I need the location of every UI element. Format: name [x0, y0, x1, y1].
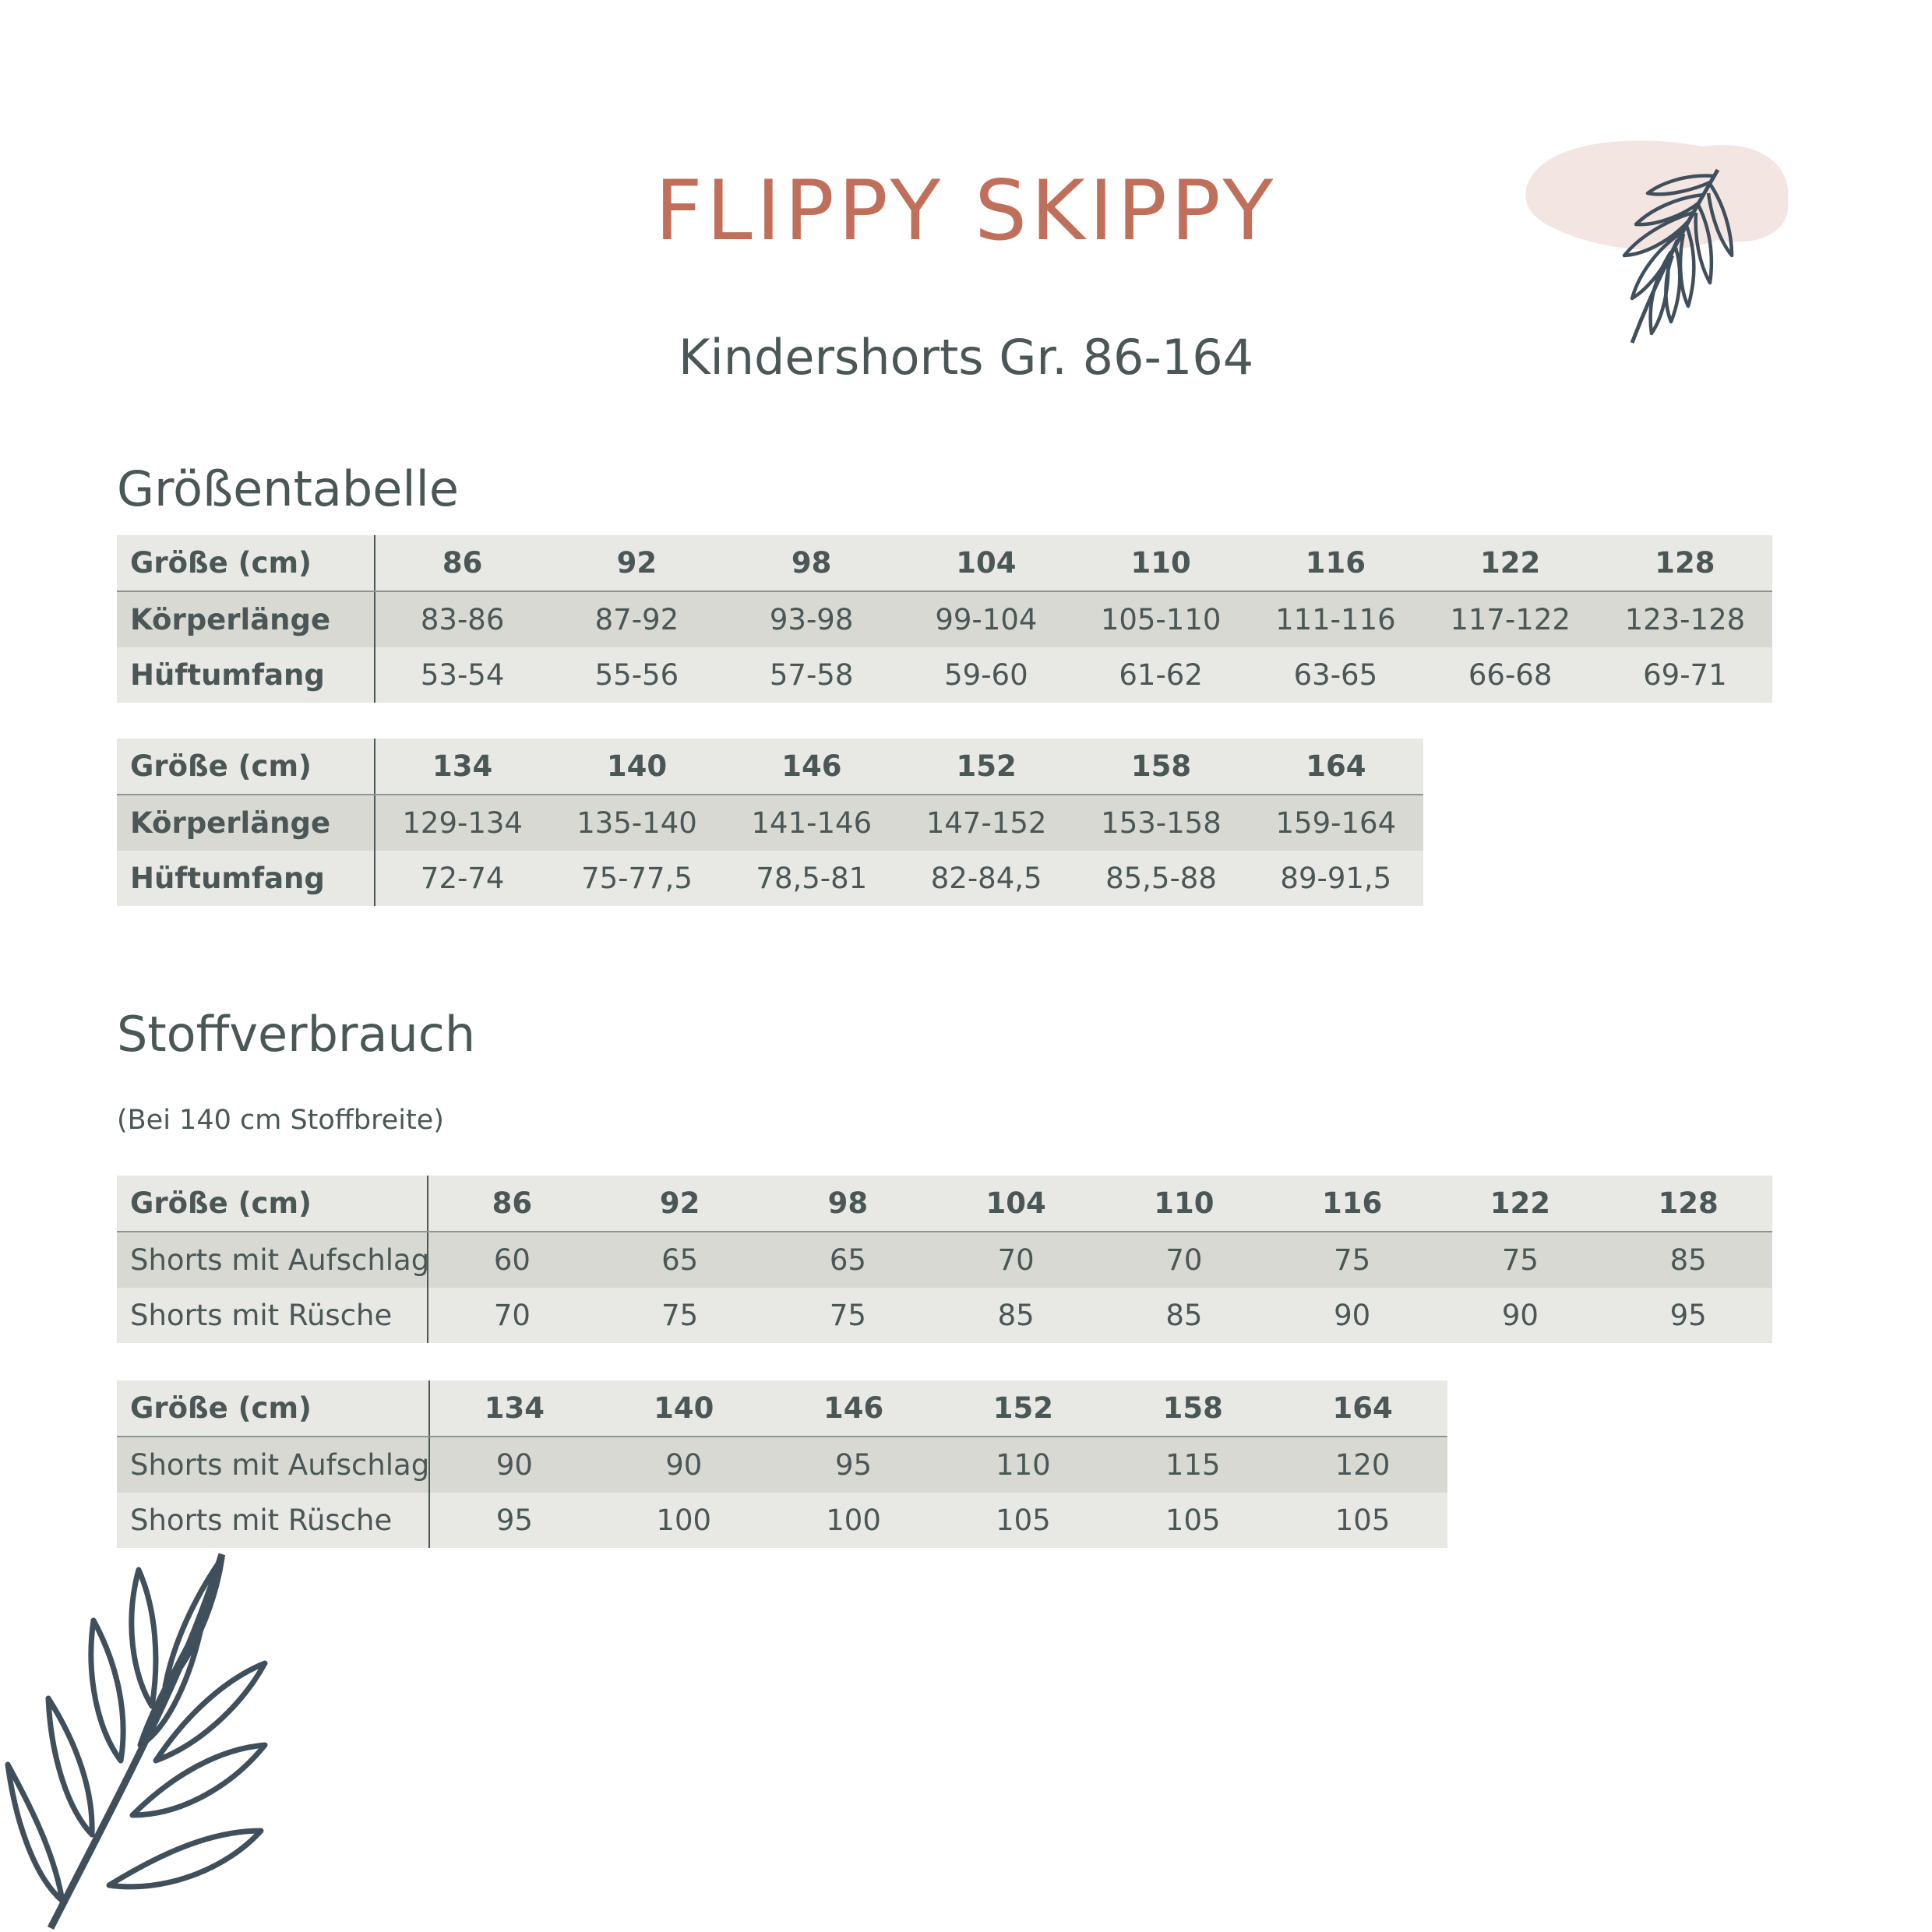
- page-subtitle: Kindershorts Gr. 86-164: [678, 329, 1254, 386]
- size-header-cell: 104: [899, 535, 1074, 591]
- table-cell: 105: [1278, 1493, 1447, 1548]
- table-row: [117, 1232, 1772, 1288]
- size-header-cell: 128: [1598, 535, 1772, 591]
- size-header-cell: 134: [429, 1380, 599, 1437]
- table-row: [117, 591, 1772, 647]
- palm-leaf-icon: [1523, 131, 1803, 357]
- table-cell: 90: [429, 1437, 599, 1493]
- size-header-cell: 134: [375, 739, 549, 795]
- size-header-cell: 122: [1423, 535, 1598, 591]
- row-label: Größe (cm): [117, 1380, 429, 1437]
- table-cell: 99-104: [899, 591, 1074, 647]
- row-label: Hüftumfang: [117, 647, 375, 703]
- row-label: Shorts mit Rüsche: [117, 1288, 428, 1343]
- size-header-cell: 140: [599, 1380, 769, 1437]
- table-cell: 61-62: [1074, 647, 1248, 703]
- table-cell: 65: [596, 1232, 764, 1288]
- table-cell: 75: [1437, 1232, 1605, 1288]
- table-cell: 78,5-81: [724, 851, 899, 906]
- table-cell: 65: [764, 1232, 933, 1288]
- size-header-cell: 92: [549, 535, 724, 591]
- table-row: [117, 1288, 1772, 1343]
- table-cell: 57-58: [724, 647, 899, 703]
- table-cell: 89-91,5: [1249, 851, 1423, 906]
- size-header-cell: 152: [899, 739, 1074, 795]
- size-header-cell: 140: [549, 739, 724, 795]
- size-header-cell: 158: [1108, 1380, 1278, 1437]
- table-cell: 66-68: [1423, 647, 1598, 703]
- table-row: [117, 647, 1772, 703]
- table-header-row: [117, 535, 1772, 591]
- table-cell: 72-74: [375, 851, 549, 906]
- table-cell: 59-60: [899, 647, 1074, 703]
- size-header-cell: 164: [1249, 739, 1423, 795]
- size-header-cell: 146: [769, 1380, 939, 1437]
- size-header-cell: 104: [932, 1176, 1100, 1232]
- table-cell: 141-146: [724, 795, 899, 851]
- table-cell: 153-158: [1074, 795, 1248, 851]
- size-header-cell: 152: [938, 1380, 1108, 1437]
- table-cell: 53-54: [375, 647, 549, 703]
- table-cell: 110: [938, 1437, 1108, 1493]
- size-header-cell: 128: [1604, 1176, 1772, 1232]
- row-label: Körperlänge: [117, 795, 375, 851]
- table-cell: 115: [1108, 1437, 1278, 1493]
- row-label: Körperlänge: [117, 591, 375, 647]
- table-cell: 85: [1604, 1232, 1772, 1288]
- table-cell: 105: [1108, 1493, 1278, 1548]
- table-cell: 100: [769, 1493, 939, 1548]
- table-cell: 117-122: [1423, 591, 1598, 647]
- row-label: Größe (cm): [117, 1176, 428, 1232]
- table-cell: 85: [1100, 1288, 1268, 1343]
- table-cell: 129-134: [375, 795, 549, 851]
- row-label: Größe (cm): [117, 535, 375, 591]
- size-header-cell: 158: [1074, 739, 1248, 795]
- table-row: [117, 851, 1423, 906]
- size-header-cell: 98: [764, 1176, 933, 1232]
- table-cell: 90: [599, 1437, 769, 1493]
- row-label: Shorts mit Aufschlag: [117, 1232, 428, 1288]
- size-header-cell: 92: [596, 1176, 764, 1232]
- table-row: [117, 1437, 1447, 1493]
- table-cell: 105-110: [1074, 591, 1248, 647]
- fabric-table-2: [117, 1380, 1447, 1548]
- table-cell: 55-56: [549, 647, 724, 703]
- section-heading-size-chart: Größentabelle: [117, 460, 459, 517]
- table-cell: 70: [932, 1232, 1100, 1288]
- table-cell: 105: [938, 1493, 1108, 1548]
- table-cell: 85,5-88: [1074, 851, 1248, 906]
- row-label: Größe (cm): [117, 739, 375, 795]
- row-label: Shorts mit Aufschlag: [117, 1437, 429, 1493]
- fabric-width-note: (Bei 140 cm Stoffbreite): [117, 1105, 444, 1136]
- size-header-cell: 86: [428, 1176, 596, 1232]
- size-header-cell: 86: [375, 535, 549, 591]
- size-header-cell: 122: [1437, 1176, 1605, 1232]
- size-chart-table-2: [117, 739, 1423, 906]
- table-cell: 111-116: [1248, 591, 1423, 647]
- size-header-cell: 116: [1268, 1176, 1437, 1232]
- size-header-cell: 146: [724, 739, 899, 795]
- table-cell: 75: [764, 1288, 933, 1343]
- table-cell: 60: [428, 1232, 596, 1288]
- table-cell: 63-65: [1248, 647, 1423, 703]
- section-heading-fabric: Stoffverbrauch: [117, 1006, 476, 1063]
- size-header-cell: 164: [1278, 1380, 1447, 1437]
- table-cell: 70: [428, 1288, 596, 1343]
- table-row: [117, 795, 1423, 851]
- table-cell: 83-86: [375, 591, 549, 647]
- table-cell: 95: [1604, 1288, 1772, 1343]
- table-cell: 75: [596, 1288, 764, 1343]
- size-header-cell: 110: [1100, 1176, 1268, 1232]
- page-title: FLIPPY SKIPPY: [654, 163, 1278, 259]
- table-header-row: [117, 1380, 1447, 1437]
- table-cell: 69-71: [1598, 647, 1772, 703]
- table-cell: 95: [429, 1493, 599, 1548]
- size-header-cell: 116: [1248, 535, 1423, 591]
- size-chart-table-1: [117, 535, 1772, 703]
- table-cell: 135-140: [549, 795, 724, 851]
- size-header-cell: 98: [724, 535, 899, 591]
- table-cell: 75-77,5: [549, 851, 724, 906]
- table-cell: 90: [1437, 1288, 1605, 1343]
- table-cell: 93-98: [724, 591, 899, 647]
- row-label: Hüftumfang: [117, 851, 375, 906]
- table-cell: 87-92: [549, 591, 724, 647]
- table-cell: 75: [1268, 1232, 1437, 1288]
- table-row: [117, 1493, 1447, 1548]
- table-cell: 123-128: [1598, 591, 1772, 647]
- table-cell: 90: [1268, 1288, 1437, 1343]
- table-cell: 82-84,5: [899, 851, 1074, 906]
- size-header-cell: 110: [1074, 535, 1248, 591]
- table-header-row: [117, 739, 1423, 795]
- fabric-table-1: [117, 1176, 1772, 1343]
- table-header-row: [117, 1176, 1772, 1232]
- table-cell: 159-164: [1249, 795, 1423, 851]
- table-cell: 147-152: [899, 795, 1074, 851]
- table-cell: 120: [1278, 1437, 1447, 1493]
- table-cell: 70: [1100, 1232, 1268, 1288]
- table-cell: 100: [599, 1493, 769, 1548]
- row-label: Shorts mit Rüsche: [117, 1493, 429, 1548]
- palm-leaf-icon: [0, 1550, 280, 1932]
- table-cell: 95: [769, 1437, 939, 1493]
- table-cell: 85: [932, 1288, 1100, 1343]
